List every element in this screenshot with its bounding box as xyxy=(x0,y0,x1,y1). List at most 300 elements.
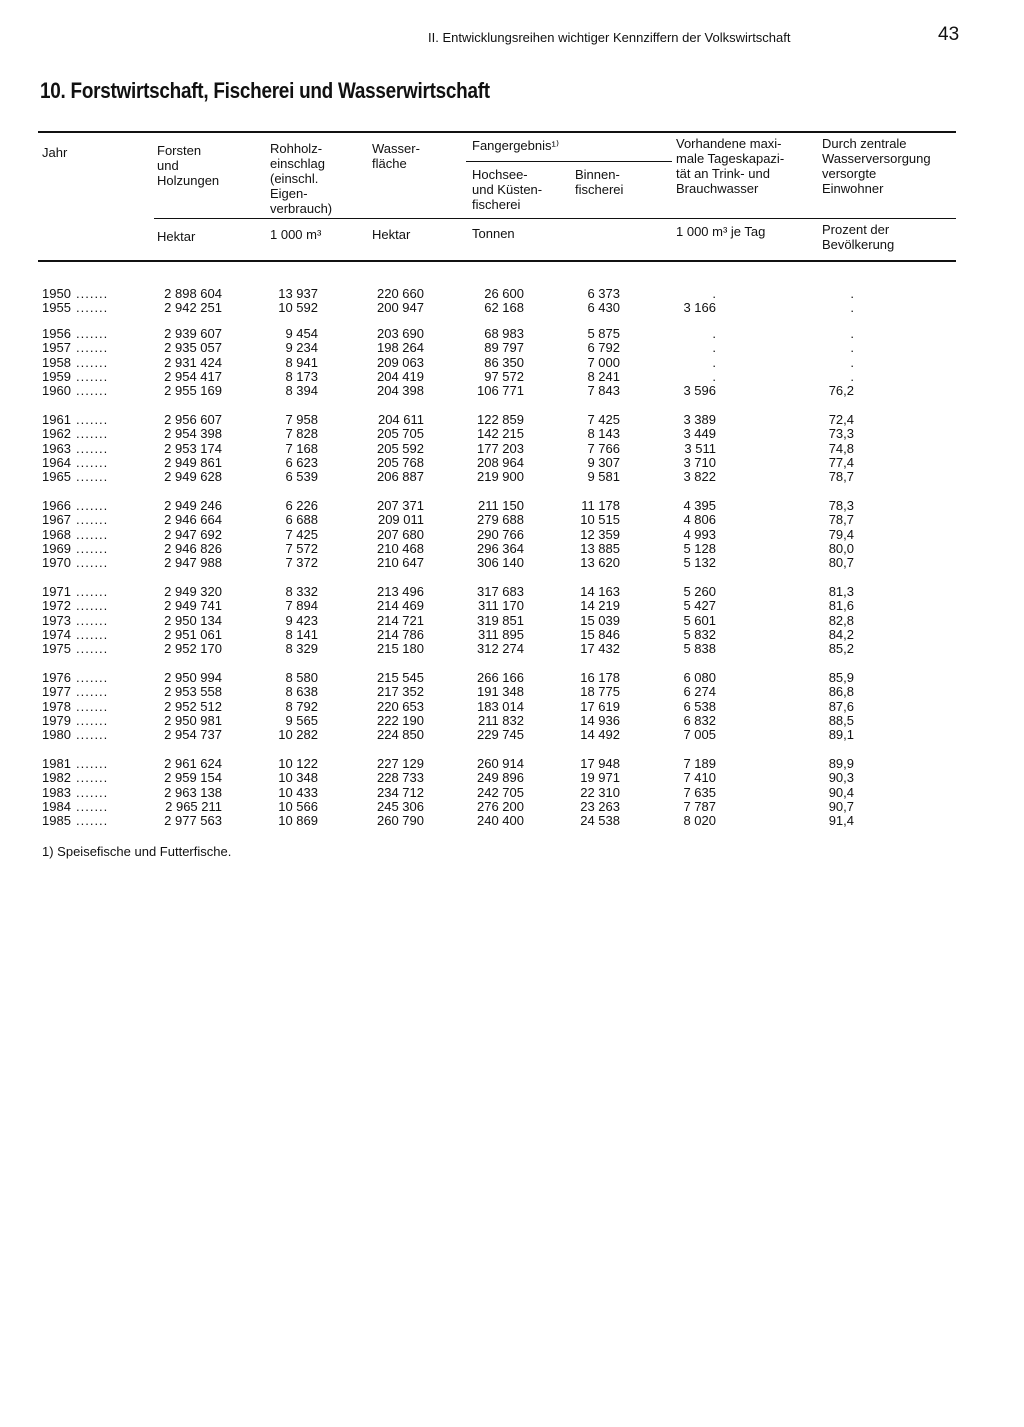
cell-binnen: 19 971 xyxy=(580,770,620,786)
cell-forsten: 2 935 057 xyxy=(164,340,222,356)
cell-wasserflaeche: 203 690 xyxy=(377,326,424,341)
cell-dots: ....... xyxy=(76,670,109,685)
cell-binnen: 13 620 xyxy=(580,555,620,571)
cell-kapazitaet: 7 410 xyxy=(683,770,716,786)
cell-prozent: . xyxy=(850,354,854,370)
table-row xyxy=(0,628,1024,642)
cell-prozent: 85,2 xyxy=(828,641,854,657)
header-binnen: Binnen- fischerei xyxy=(575,167,624,197)
cell-forsten: 2 977 563 xyxy=(164,813,222,829)
cell-rohholz: 7 372 xyxy=(285,555,318,571)
cell-jahr: 1965 xyxy=(42,469,71,485)
table-row xyxy=(0,356,1024,370)
cell-forsten: 2 950 981 xyxy=(164,712,222,728)
cell-hochsee: 183 014 xyxy=(477,698,524,714)
table-row xyxy=(0,341,1024,355)
cell-forsten: 2 953 174 xyxy=(164,440,222,456)
cell-binnen: 7 766 xyxy=(587,440,620,456)
cell-prozent: 81,6 xyxy=(828,598,854,614)
header-versorgung: Durch zentrale Wasserversorgung versorgte Einwohner xyxy=(822,136,931,196)
cell-jahr: 1957 xyxy=(42,340,71,356)
cell-rohholz: 10 348 xyxy=(278,770,318,786)
cell-dots: ....... xyxy=(76,770,109,786)
table-row xyxy=(0,714,1024,728)
table-row xyxy=(0,528,1024,542)
cell-rohholz: 10 433 xyxy=(278,784,318,800)
cell-dots: ....... xyxy=(76,526,109,542)
table-row xyxy=(0,757,1024,771)
cell-forsten: 2 949 628 xyxy=(164,469,222,485)
cell-forsten: 2 947 692 xyxy=(164,526,222,542)
cell-hochsee: 229 745 xyxy=(477,727,524,743)
table-title: 10. Forstwirtschaft, Fischerei und Wasserwirtschaft xyxy=(40,78,490,103)
cell-forsten: 2 955 169 xyxy=(164,383,222,399)
cell-jahr: 1980 xyxy=(42,727,71,743)
cell-rohholz: 10 592 xyxy=(278,300,318,316)
cell-forsten: 2 959 154 xyxy=(164,770,222,786)
cell-hochsee: 208 964 xyxy=(477,454,524,470)
cell-wasserflaeche: 207 680 xyxy=(377,526,424,542)
cell-dots: ....... xyxy=(76,684,109,700)
cell-rohholz: 6 688 xyxy=(285,512,318,528)
cell-binnen: 11 178 xyxy=(581,498,620,513)
cell-dots: ....... xyxy=(76,368,109,384)
cell-hochsee: 26 600 xyxy=(484,286,524,301)
units-rule xyxy=(154,218,956,219)
cell-binnen: 18 775 xyxy=(580,684,620,700)
cell-jahr: 1964 xyxy=(42,454,71,470)
cell-prozent: 80,7 xyxy=(828,555,854,571)
cell-binnen: 23 263 xyxy=(580,798,620,814)
table-row xyxy=(0,671,1024,685)
cell-prozent: 89,1 xyxy=(828,727,854,743)
cell-prozent: 91,4 xyxy=(828,813,854,829)
cell-hochsee: 106 771 xyxy=(477,383,524,399)
cell-kapazitaet: 3 389 xyxy=(683,412,716,427)
cell-hochsee: 306 140 xyxy=(477,555,524,571)
unit-fang: Tonnen xyxy=(472,226,515,241)
cell-binnen: 22 310 xyxy=(580,784,620,800)
cell-rohholz: 10 869 xyxy=(278,813,318,829)
cell-rohholz: 8 173 xyxy=(285,368,318,384)
cell-forsten: 2 954 737 xyxy=(164,727,222,743)
cell-kapazitaet: 7 189 xyxy=(683,756,716,771)
table-row xyxy=(0,642,1024,656)
cell-wasserflaeche: 214 786 xyxy=(377,626,424,642)
cell-binnen: 6 373 xyxy=(587,286,620,301)
header-hochsee: Hochsee- und Küsten- fischerei xyxy=(472,167,543,212)
cell-binnen: 8 143 xyxy=(587,426,620,442)
cell-kapazitaet: 7 005 xyxy=(683,727,716,743)
cell-dots: ....... xyxy=(76,584,109,599)
table-row xyxy=(0,456,1024,470)
cell-hochsee: 249 896 xyxy=(477,770,524,786)
cell-kapazitaet: 3 166 xyxy=(683,300,716,316)
cell-prozent: 74,8 xyxy=(828,440,854,456)
cell-prozent: 89,9 xyxy=(828,756,854,771)
cell-jahr: 1961 xyxy=(42,412,71,427)
cell-kapazitaet: 6 538 xyxy=(683,698,716,714)
cell-kapazitaet: 5 427 xyxy=(683,598,716,614)
cell-prozent: 90,4 xyxy=(828,784,854,800)
cell-prozent: . xyxy=(850,368,854,384)
cell-wasserflaeche: 245 306 xyxy=(377,798,424,814)
cell-prozent: 78,7 xyxy=(828,512,854,528)
cell-hochsee: 122 859 xyxy=(477,412,524,427)
cell-rohholz: 8 394 xyxy=(285,383,318,399)
cell-kapazitaet: . xyxy=(712,368,716,384)
cell-hochsee: 242 705 xyxy=(477,784,524,800)
cell-kapazitaet: 4 806 xyxy=(683,512,716,528)
cell-wasserflaeche: 204 611 xyxy=(377,412,424,427)
cell-hochsee: 311 895 xyxy=(477,626,524,642)
table-row xyxy=(0,370,1024,384)
cell-binnen: 15 039 xyxy=(580,612,620,628)
cell-dots: ....... xyxy=(76,412,109,427)
cell-kapazitaet: 7 787 xyxy=(683,798,716,814)
cell-jahr: 1984 xyxy=(42,798,71,814)
cell-dots: ....... xyxy=(76,784,109,800)
cell-jahr: 1985 xyxy=(42,813,71,829)
table-row xyxy=(0,556,1024,570)
cell-rohholz: 9 234 xyxy=(285,340,318,356)
cell-kapazitaet: 5 838 xyxy=(683,641,716,657)
cell-dots: ....... xyxy=(76,798,109,814)
cell-kapazitaet: 3 710 xyxy=(683,454,716,470)
footnote: 1) Speisefische und Futterfische. xyxy=(42,844,232,859)
cell-binnen: 14 163 xyxy=(580,584,620,599)
cell-jahr: 1968 xyxy=(42,526,71,542)
cell-forsten: 2 954 417 xyxy=(164,368,222,384)
unit-kapazitaet: 1 000 m³ je Tag xyxy=(676,224,766,239)
cell-jahr: 1982 xyxy=(42,770,71,786)
cell-binnen: 17 432 xyxy=(580,641,620,657)
cell-wasserflaeche: 210 468 xyxy=(377,540,424,556)
cell-jahr: 1969 xyxy=(42,540,71,556)
cell-rohholz: 8 638 xyxy=(285,684,318,700)
cell-rohholz: 10 566 xyxy=(278,798,318,814)
cell-hochsee: 276 200 xyxy=(477,798,524,814)
cell-kapazitaet: . xyxy=(712,286,716,301)
cell-hochsee: 296 364 xyxy=(477,540,524,556)
cell-dots: ....... xyxy=(76,498,109,513)
fang-subrule xyxy=(466,161,672,162)
cell-dots: ....... xyxy=(76,555,109,571)
cell-dots: ....... xyxy=(76,626,109,642)
cell-wasserflaeche: 206 887 xyxy=(377,469,424,485)
cell-rohholz: 10 282 xyxy=(278,727,318,743)
cell-kapazitaet: 8 020 xyxy=(683,813,716,829)
cell-hochsee: 86 350 xyxy=(484,354,524,370)
cell-jahr: 1966 xyxy=(42,498,71,513)
header-wasserflaeche: Wasser- fläche xyxy=(372,141,420,171)
cell-jahr: 1958 xyxy=(42,354,71,370)
cell-wasserflaeche: 234 712 xyxy=(377,784,424,800)
cell-forsten: 2 949 246 xyxy=(164,498,222,513)
cell-wasserflaeche: 205 705 xyxy=(377,426,424,442)
cell-binnen: 5 875 xyxy=(587,326,620,341)
cell-prozent: 90,7 xyxy=(828,798,854,814)
cell-binnen: 13 885 xyxy=(580,540,620,556)
cell-jahr: 1975 xyxy=(42,641,71,657)
cell-binnen: 12 359 xyxy=(580,526,620,542)
cell-dots: ....... xyxy=(76,469,109,485)
table-row xyxy=(0,771,1024,785)
cell-rohholz: 9 565 xyxy=(285,712,318,728)
cell-wasserflaeche: 215 180 xyxy=(377,641,424,657)
cell-wasserflaeche: 198 264 xyxy=(377,340,424,356)
cell-kapazitaet: 5 832 xyxy=(683,626,716,642)
cell-binnen: 7 843 xyxy=(587,383,620,399)
cell-kapazitaet: 7 635 xyxy=(683,784,716,800)
cell-jahr: 1970 xyxy=(42,555,71,571)
table-row xyxy=(0,301,1024,315)
cell-forsten: 2 950 994 xyxy=(164,670,222,685)
cell-wasserflaeche: 205 768 xyxy=(377,454,424,470)
cell-hochsee: 240 400 xyxy=(477,813,524,829)
cell-binnen: 17 948 xyxy=(580,756,620,771)
cell-prozent: 86,8 xyxy=(828,684,854,700)
header-jahr: Jahr xyxy=(42,145,68,160)
cell-wasserflaeche: 260 790 xyxy=(377,813,424,829)
cell-jahr: 1978 xyxy=(42,698,71,714)
cell-kapazitaet: 5 601 xyxy=(683,612,716,628)
cell-forsten: 2 954 398 xyxy=(164,426,222,442)
cell-hochsee: 219 900 xyxy=(477,469,524,485)
table-row xyxy=(0,614,1024,628)
table-row xyxy=(0,786,1024,800)
cell-rohholz: 6 623 xyxy=(285,454,318,470)
cell-dots: ....... xyxy=(76,540,109,556)
cell-dots: ....... xyxy=(76,598,109,614)
cell-prozent: 88,5 xyxy=(828,712,854,728)
cell-wasserflaeche: 224 850 xyxy=(377,727,424,743)
cell-binnen: 15 846 xyxy=(580,626,620,642)
cell-dots: ....... xyxy=(76,727,109,743)
cell-forsten: 2 946 664 xyxy=(164,512,222,528)
header-bottom-rule xyxy=(38,260,956,262)
cell-binnen: 24 538 xyxy=(580,813,620,829)
cell-forsten: 2 956 607 xyxy=(164,412,222,427)
cell-forsten: 2 952 170 xyxy=(164,641,222,657)
cell-jahr: 1972 xyxy=(42,598,71,614)
cell-jahr: 1967 xyxy=(42,512,71,528)
cell-hochsee: 211 832 xyxy=(477,712,524,728)
cell-wasserflaeche: 209 063 xyxy=(377,354,424,370)
cell-wasserflaeche: 205 592 xyxy=(377,440,424,456)
cell-forsten: 2 949 320 xyxy=(164,584,222,599)
cell-hochsee: 177 203 xyxy=(477,440,524,456)
cell-prozent: 78,7 xyxy=(828,469,854,485)
running-head: II. Entwicklungsreihen wichtiger Kennziffern der Volkswirtschaft xyxy=(428,30,791,45)
cell-prozent: 80,0 xyxy=(828,540,854,556)
table-row xyxy=(0,700,1024,714)
table-row xyxy=(0,728,1024,742)
header-forsten: Forsten und Holzungen xyxy=(157,143,220,188)
table-row xyxy=(0,542,1024,556)
table-row xyxy=(0,427,1024,441)
cell-binnen: 6 792 xyxy=(587,340,620,356)
cell-prozent: 76,2 xyxy=(828,383,854,399)
cell-kapazitaet: 3 596 xyxy=(683,383,716,399)
cell-dots: ....... xyxy=(76,354,109,370)
cell-jahr: 1950 xyxy=(42,286,71,301)
cell-dots: ....... xyxy=(76,512,109,528)
cell-jahr: 1963 xyxy=(42,440,71,456)
cell-prozent: 90,3 xyxy=(828,770,854,786)
cell-dots: ....... xyxy=(76,286,109,301)
cell-hochsee: 62 168 xyxy=(484,300,524,316)
cell-rohholz: 8 332 xyxy=(285,584,318,599)
cell-prozent: . xyxy=(850,340,854,356)
cell-forsten: 2 947 988 xyxy=(164,555,222,571)
cell-jahr: 1981 xyxy=(42,756,71,771)
cell-kapazitaet: 3 449 xyxy=(683,426,716,442)
cell-forsten: 2 949 861 xyxy=(164,454,222,470)
cell-kapazitaet: 3 822 xyxy=(683,469,716,485)
cell-wasserflaeche: 209 011 xyxy=(377,512,424,528)
cell-jahr: 1962 xyxy=(42,426,71,442)
cell-prozent: 79,4 xyxy=(828,526,854,542)
cell-hochsee: 260 914 xyxy=(477,756,524,771)
table-row xyxy=(0,327,1024,341)
cell-hochsee: 317 683 xyxy=(477,584,524,599)
table-row xyxy=(0,499,1024,513)
cell-wasserflaeche: 228 733 xyxy=(377,770,424,786)
table-row xyxy=(0,685,1024,699)
cell-prozent: 85,9 xyxy=(828,670,854,685)
unit-versorgung: Prozent der Bevölkerung xyxy=(822,222,895,252)
cell-kapazitaet: 5 128 xyxy=(683,540,716,556)
cell-rohholz: 9 423 xyxy=(285,612,318,628)
cell-kapazitaet: . xyxy=(712,340,716,356)
cell-binnen: 9 581 xyxy=(587,469,620,485)
cell-hochsee: 311 170 xyxy=(477,598,524,614)
cell-prozent: 78,3 xyxy=(828,498,854,513)
table-row xyxy=(0,814,1024,828)
cell-kapazitaet: 3 511 xyxy=(684,440,716,456)
table-row xyxy=(0,599,1024,613)
cell-prozent: 72,4 xyxy=(828,412,854,427)
cell-dots: ....... xyxy=(76,756,109,771)
cell-prozent: 81,3 xyxy=(828,584,854,599)
cell-forsten: 2 946 826 xyxy=(164,540,222,556)
cell-jahr: 1976 xyxy=(42,670,71,685)
cell-forsten: 2 939 607 xyxy=(164,326,222,341)
cell-kapazitaet: 6 832 xyxy=(683,712,716,728)
cell-wasserflaeche: 200 947 xyxy=(377,300,424,316)
cell-dots: ....... xyxy=(76,712,109,728)
cell-hochsee: 279 688 xyxy=(477,512,524,528)
cell-jahr: 1971 xyxy=(42,584,71,599)
cell-forsten: 2 942 251 xyxy=(164,300,222,316)
cell-binnen: 14 936 xyxy=(580,712,620,728)
cell-binnen: 8 241 xyxy=(587,368,620,384)
cell-hochsee: 266 166 xyxy=(477,670,524,685)
cell-rohholz: 7 168 xyxy=(285,440,318,456)
cell-wasserflaeche: 204 419 xyxy=(377,368,424,384)
cell-binnen: 7 425 xyxy=(587,412,620,427)
cell-kapazitaet: 6 274 xyxy=(683,684,716,700)
cell-jahr: 1960 xyxy=(42,383,71,399)
cell-wasserflaeche: 207 371 xyxy=(377,498,424,513)
cell-forsten: 2 963 138 xyxy=(164,784,222,800)
cell-forsten: 2 965 211 xyxy=(165,798,222,814)
header-kapazitaet: Vorhandene maxi- male Tageskapazi- tät an Trink- und Brauchwasser xyxy=(676,136,785,196)
header-rohholz: Rohholz- einschlag (einschl. Eigen- verbrauch) xyxy=(270,141,333,216)
cell-dots: ....... xyxy=(76,440,109,456)
cell-jahr: 1959 xyxy=(42,368,71,384)
cell-jahr: 1983 xyxy=(42,784,71,800)
page-number: 43 xyxy=(938,24,960,45)
cell-rohholz: 9 454 xyxy=(285,326,318,341)
cell-jahr: 1973 xyxy=(42,612,71,628)
cell-wasserflaeche: 204 398 xyxy=(377,383,424,399)
cell-dots: ....... xyxy=(76,454,109,470)
cell-rohholz: 6 226 xyxy=(285,498,318,513)
table-row xyxy=(0,513,1024,527)
cell-wasserflaeche: 220 653 xyxy=(377,698,424,714)
cell-dots: ....... xyxy=(76,340,109,356)
cell-rohholz: 6 539 xyxy=(285,469,318,485)
cell-forsten: 2 898 604 xyxy=(164,286,222,301)
cell-rohholz: 7 828 xyxy=(285,426,318,442)
cell-hochsee: 319 851 xyxy=(477,612,524,628)
cell-rohholz: 8 941 xyxy=(285,354,318,370)
cell-kapazitaet: . xyxy=(712,354,716,370)
table-row xyxy=(0,585,1024,599)
cell-forsten: 2 961 624 xyxy=(164,756,222,771)
cell-kapazitaet: 4 993 xyxy=(683,526,716,542)
cell-binnen: 17 619 xyxy=(580,698,620,714)
cell-wasserflaeche: 215 545 xyxy=(377,670,424,685)
cell-prozent: 73,3 xyxy=(828,426,854,442)
cell-binnen: 9 307 xyxy=(587,454,620,470)
cell-kapazitaet: 4 395 xyxy=(683,498,716,513)
cell-dots: ....... xyxy=(76,641,109,657)
cell-jahr: 1979 xyxy=(42,712,71,728)
table-row xyxy=(0,287,1024,301)
cell-kapazitaet: 6 080 xyxy=(683,670,716,685)
cell-forsten: 2 951 061 xyxy=(164,626,222,642)
cell-rohholz: 8 580 xyxy=(285,670,318,685)
cell-prozent: 84,2 xyxy=(828,626,854,642)
cell-jahr: 1977 xyxy=(42,684,71,700)
cell-forsten: 2 950 134 xyxy=(164,612,222,628)
cell-binnen: 16 178 xyxy=(580,670,620,685)
cell-binnen: 14 219 xyxy=(580,598,620,614)
table-row xyxy=(0,800,1024,814)
cell-hochsee: 290 766 xyxy=(477,526,524,542)
cell-binnen: 7 000 xyxy=(587,354,620,370)
cell-kapazitaet: 5 132 xyxy=(683,555,716,571)
table-row xyxy=(0,470,1024,484)
cell-rohholz: 7 958 xyxy=(285,412,318,427)
unit-wasser: Hektar xyxy=(372,227,411,242)
cell-wasserflaeche: 213 496 xyxy=(377,584,424,599)
cell-wasserflaeche: 220 660 xyxy=(377,286,424,301)
cell-prozent: 77,4 xyxy=(828,454,854,470)
cell-forsten: 2 952 512 xyxy=(164,698,222,714)
cell-wasserflaeche: 227 129 xyxy=(377,756,424,771)
cell-rohholz: 10 122 xyxy=(278,756,318,771)
cell-kapazitaet: . xyxy=(712,326,716,341)
unit-forsten: Hektar xyxy=(157,229,196,244)
cell-kapazitaet: 5 260 xyxy=(683,584,716,599)
cell-dots: ....... xyxy=(76,383,109,399)
cell-prozent: . xyxy=(850,286,854,301)
cell-prozent: 87,6 xyxy=(828,698,854,714)
